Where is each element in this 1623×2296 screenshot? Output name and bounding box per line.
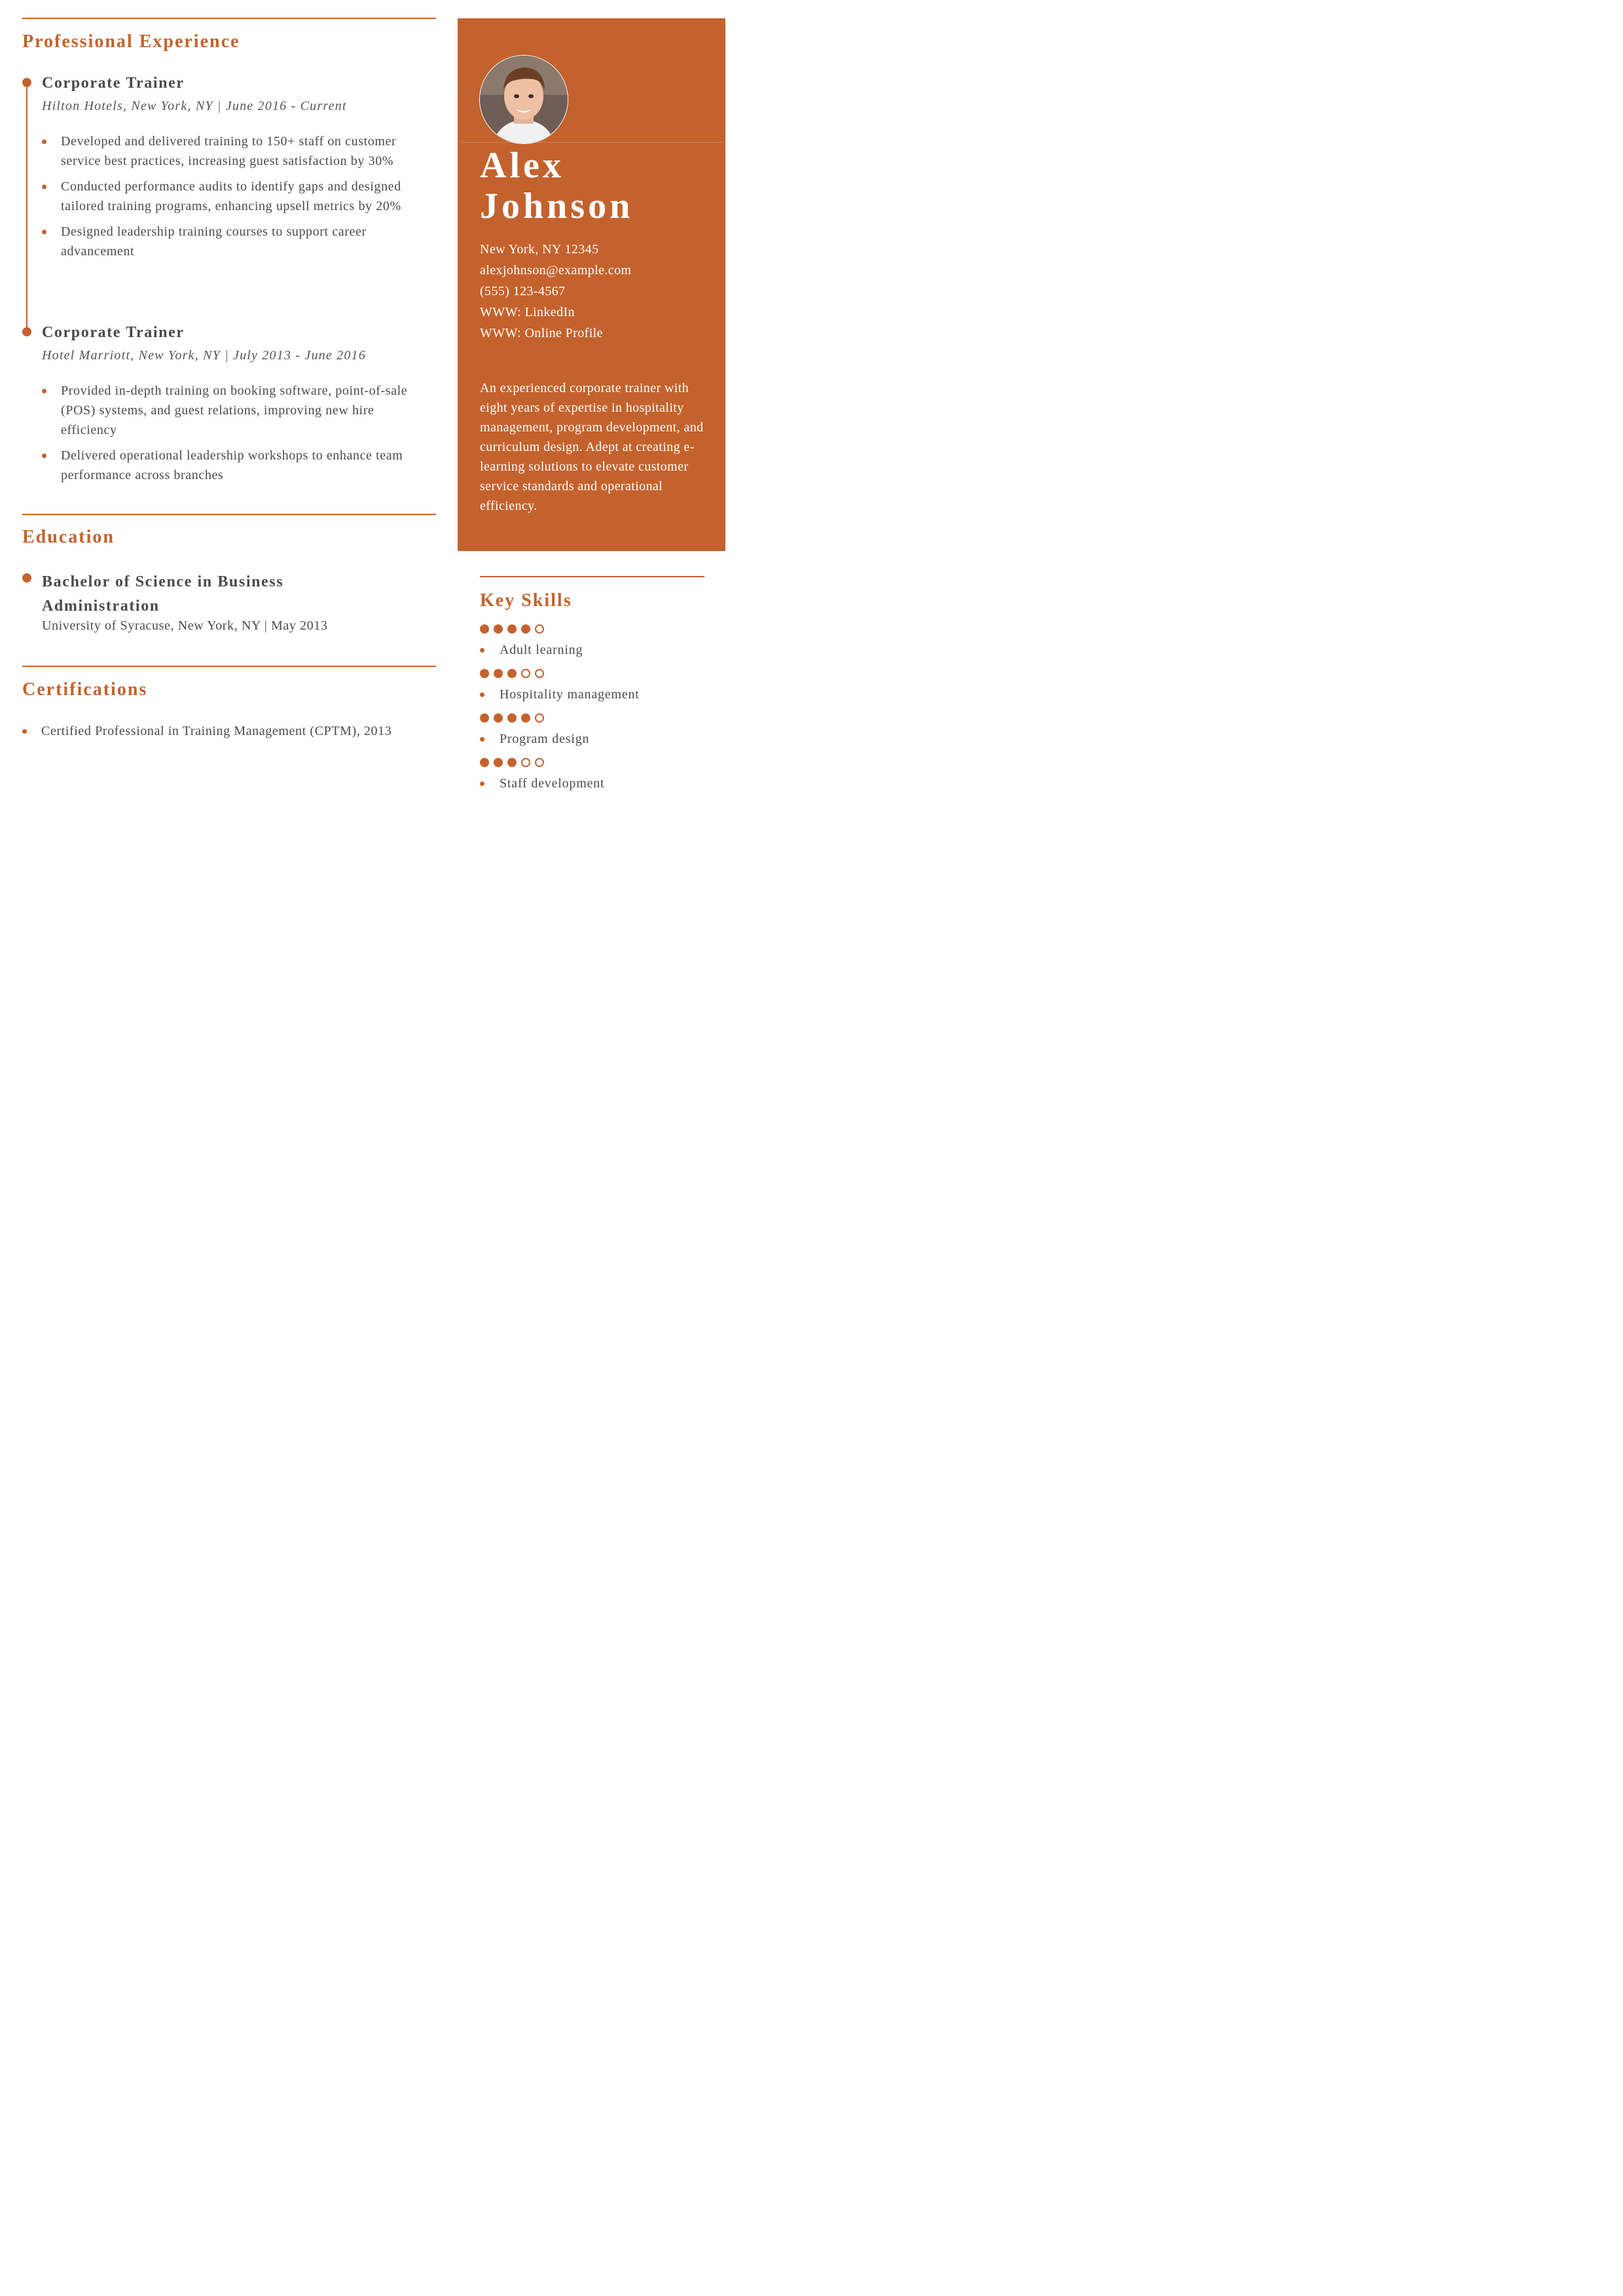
- last-name: Johnson: [480, 186, 634, 226]
- timeline-dot: [22, 78, 31, 87]
- timeline-dot: [22, 327, 31, 336]
- rating-dot-filled: [507, 758, 517, 767]
- rating-dot-filled: [507, 669, 517, 678]
- job-bullets: [42, 132, 422, 267]
- job-title: Corporate Trainer: [42, 324, 185, 341]
- skill-rating: [480, 758, 704, 768]
- skill-rating: [480, 713, 704, 724]
- job-title: Corporate Trainer: [42, 75, 185, 92]
- rating-dot-filled: [521, 624, 530, 634]
- school-info: University of Syracuse, New York, NY | May 2013: [42, 619, 328, 633]
- skill-entry: [480, 758, 704, 792]
- skill-label: Staff development: [480, 775, 704, 792]
- section-divider: [22, 514, 436, 515]
- certifications-heading: Certifications: [22, 679, 148, 700]
- profile-panel: [458, 18, 725, 551]
- summary-text: An experienced corporate trainer with eight years of expertise in hospitality management, program development, and curriculum design. Adept at creating e-learning solutions to elevate customer service standards and operational efficiency.: [480, 381, 704, 513]
- rating-dot-filled: [507, 624, 517, 634]
- rating-dot-empty: [535, 669, 544, 678]
- rating-dot-filled: [480, 669, 489, 678]
- rating-dot-filled: [494, 624, 503, 634]
- avatar: [479, 55, 568, 144]
- list-item: Provided in-depth training on booking software, point-of-sale (POS) systems, and guest relations, improving new hire efficiency: [42, 381, 422, 440]
- skills-section: [480, 576, 704, 802]
- skill-entry: [480, 624, 704, 658]
- rating-dot-filled: [507, 713, 517, 723]
- job-meta: Hotel Marriott, New York, NY | July 2013 - June 2016: [42, 348, 366, 363]
- timeline-line: [26, 82, 27, 332]
- list-item: Developed and delivered training to 150+ staff on customer service best practices, increasing guest satisfaction by 30%: [42, 132, 422, 171]
- rating-dot-filled: [480, 758, 489, 767]
- list-item: Delivered operational leadership workshops to enhance team performance across branches: [42, 446, 422, 485]
- rating-dot-empty: [535, 624, 544, 634]
- panel-divider: [458, 142, 725, 143]
- education-dot: [22, 573, 31, 583]
- skills-heading: Key Skills: [480, 590, 572, 611]
- list-item: Conducted performance audits to identify gaps and designed tailored training programs, enhancing upsell metrics by 20%: [42, 177, 422, 216]
- certification-list: [22, 721, 422, 747]
- first-name: Alex: [480, 145, 564, 186]
- section-divider: [22, 666, 436, 667]
- rating-dot-filled: [494, 713, 503, 723]
- online-profile-link[interactable]: WWW: Online Profile: [480, 326, 603, 340]
- job-meta: Hilton Hotels, New York, NY | June 2016 - Current: [42, 99, 347, 113]
- address: New York, NY 12345: [480, 242, 599, 257]
- skill-entry: [480, 669, 704, 703]
- skills-list: [480, 624, 704, 792]
- skill-rating: [480, 624, 704, 635]
- phone: (555) 123-4567: [480, 284, 566, 298]
- rating-dot-filled: [480, 713, 489, 723]
- skill-label: Program design: [480, 730, 704, 747]
- contact-info: [480, 239, 631, 344]
- skill-label: Adult learning: [480, 641, 704, 658]
- section-divider: [22, 18, 436, 19]
- rating-dot-empty: [521, 758, 530, 767]
- section-divider: [480, 576, 704, 577]
- rating-dot-filled: [480, 624, 489, 634]
- rating-dot-empty: [521, 669, 530, 678]
- rating-dot-filled: [494, 669, 503, 678]
- experience-heading: Professional Experience: [22, 31, 240, 52]
- email-link[interactable]: alexjohnson@example.com: [480, 263, 632, 278]
- rating-dot-filled: [521, 713, 530, 723]
- linkedin-link[interactable]: WWW: LinkedIn: [480, 305, 575, 319]
- rating-dot-empty: [535, 758, 544, 767]
- skill-label: Hospitality management: [480, 686, 704, 703]
- skill-rating: [480, 669, 704, 679]
- job-bullets: [42, 381, 422, 491]
- rating-dot-empty: [535, 713, 544, 723]
- skill-entry: [480, 713, 704, 747]
- education-heading: Education: [22, 527, 115, 547]
- degree-title: Bachelor of Science in Business Administration: [42, 573, 284, 615]
- rating-dot-filled: [494, 758, 503, 767]
- list-item: Certified Professional in Training Management (CPTM), 2013: [22, 721, 422, 741]
- list-item: Designed leadership training courses to support career advancement: [42, 222, 422, 261]
